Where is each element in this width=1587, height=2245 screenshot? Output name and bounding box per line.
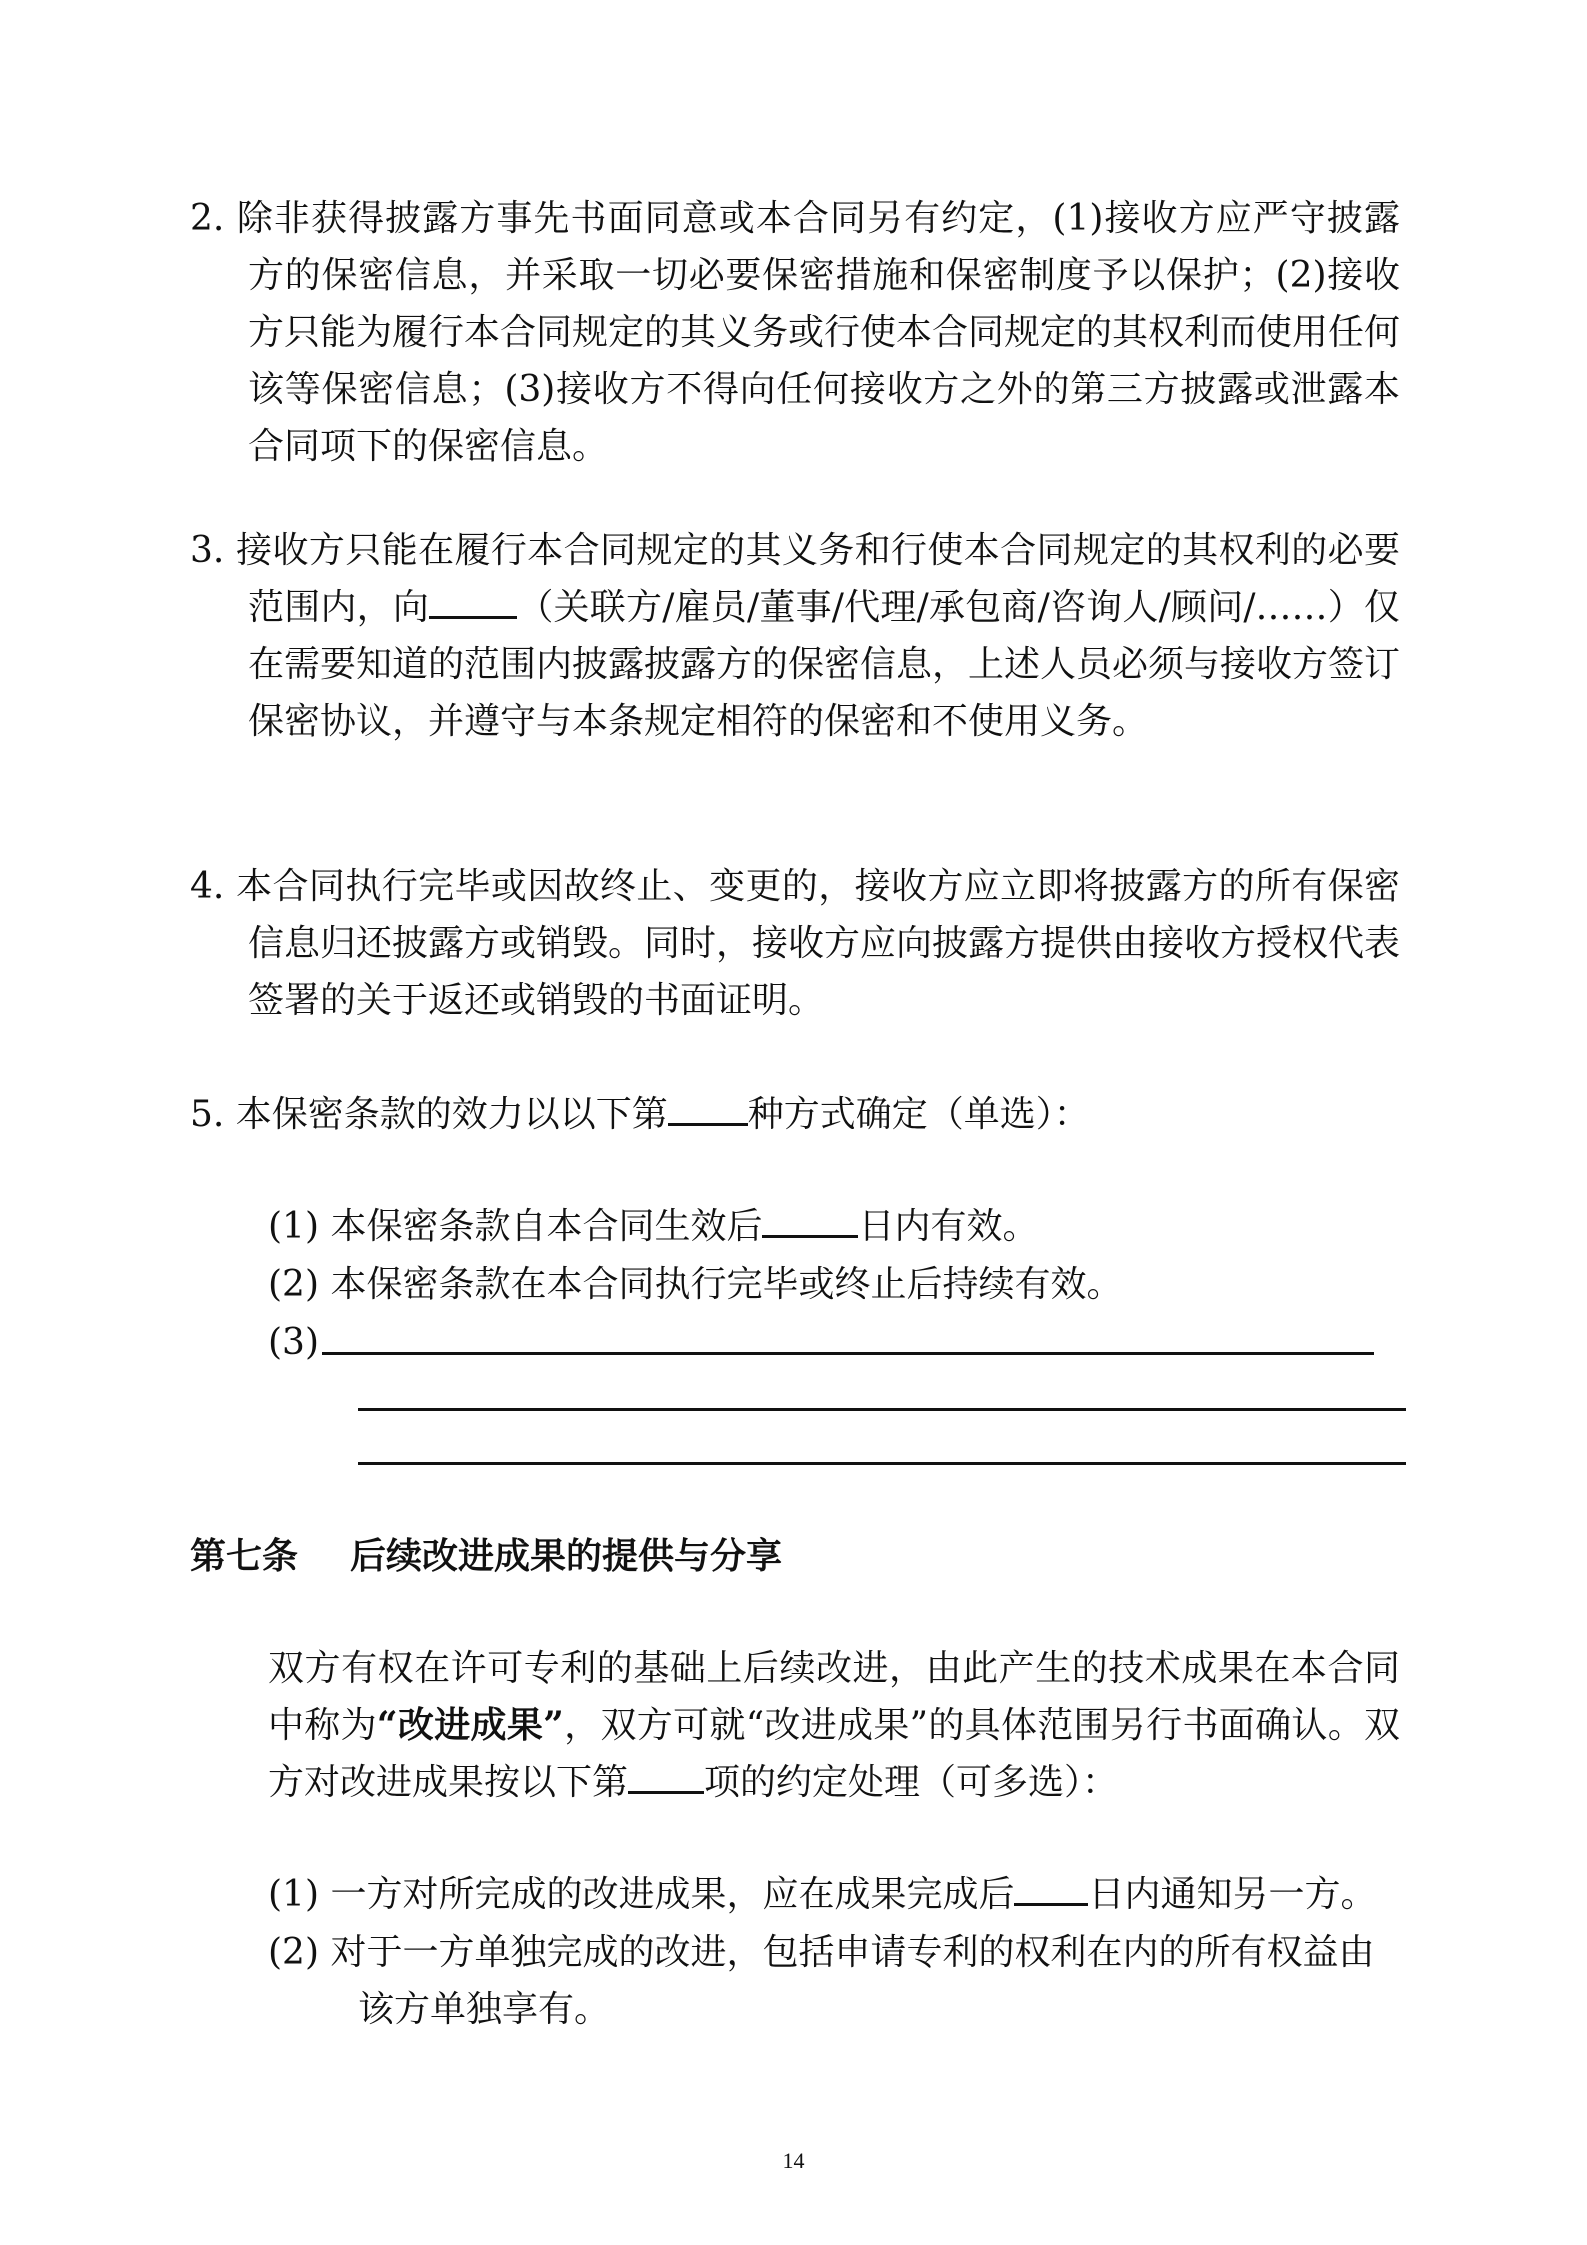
clause-2-text: 2. 除非获得披露方事先书面同意或本合同另有约定，(1)接收方应严守披露方的保密信息，并采取一切必要保密措施和保密制度予以保护；(2)接收方只能为履行本合同规定的其义务或行使本合同规定的其权利而使用任何该等保密信息；(3)接收方不得向任何接收方之外的第三方披露或泄露本合同项下的保密信息。: [190, 198, 1401, 467]
fill-blank-option-number: [668, 1122, 748, 1126]
article-7-paragraph: 双方有权在许可专利的基础上后续改进，由此产生的技术成果在本合同中称为“改进成果”，双方可就“改进成果”的具体范围另行书面确认。双方对改进成果按以下第 项的约定处理（可多选）：: [268, 1648, 1400, 1803]
fill-blank-item-number: [628, 1790, 704, 1794]
option-3-blank-line-2: [358, 1408, 1406, 1411]
improvement-result-term: “改进成果”: [376, 1704, 564, 1746]
clause-5-option-3: (3): [268, 1322, 319, 1363]
clause-4-text: 4. 本合同执行完毕或因故终止、变更的，接收方应立即将披露方的所有保密信息归还披露方或销毁。同时，接收方应向披露方提供由接收方授权代表签署的关于返还或销毁的书面证明。: [190, 866, 1401, 1021]
option-3-blank-line-1: [322, 1352, 1374, 1355]
article-7-item-2: (2) 对于一方单独完成的改进，包括申请专利的权利在内的所有权益由该方单独享有。: [268, 1932, 1375, 2030]
page-number: 14: [782, 2148, 805, 2173]
clause-5: [190, 1086, 1400, 1143]
clause-2: [190, 190, 1400, 475]
clause-5-option-1: (1) 本保密条款自本合同生效后 日内有效。: [268, 1206, 1039, 1247]
clause-4: [190, 858, 1400, 1029]
option-3-blank-line-3: [358, 1462, 1406, 1465]
article-7-heading: [190, 1528, 782, 1585]
clause-3-text: 3. 接收方只能在履行本合同规定的其义务和行使本合同规定的其权利的必要范围内，向 （关联方/雇员/董事/代理/承包商/咨询人/顾问/……）仅在需要知道的范围内披露披露方的保密信息，上述人员必须与接收方签订保密协议，并遵守与本条规定相符的保密和不使用义务。: [190, 530, 1401, 742]
article-7-item-1: (1) 一方对所完成的改进成果，应在成果完成后 日内通知另一方。: [268, 1874, 1377, 1915]
article-7-number: 第七条: [190, 1536, 299, 1577]
fill-blank-parties: [429, 615, 517, 619]
fill-blank-notify-days: [1014, 1902, 1088, 1906]
clause-3: [190, 522, 1400, 750]
clause-5-option-2: (2) 本保密条款在本合同执行完毕或终止后持续有效。: [268, 1264, 1123, 1305]
fill-blank-days: [762, 1234, 858, 1238]
article-7-title: 后续改进成果的提供与分享: [350, 1536, 783, 1577]
clause-5-text: 5. 本保密条款的效力以以下第 种方式确定（单选）：: [190, 1094, 1090, 1135]
